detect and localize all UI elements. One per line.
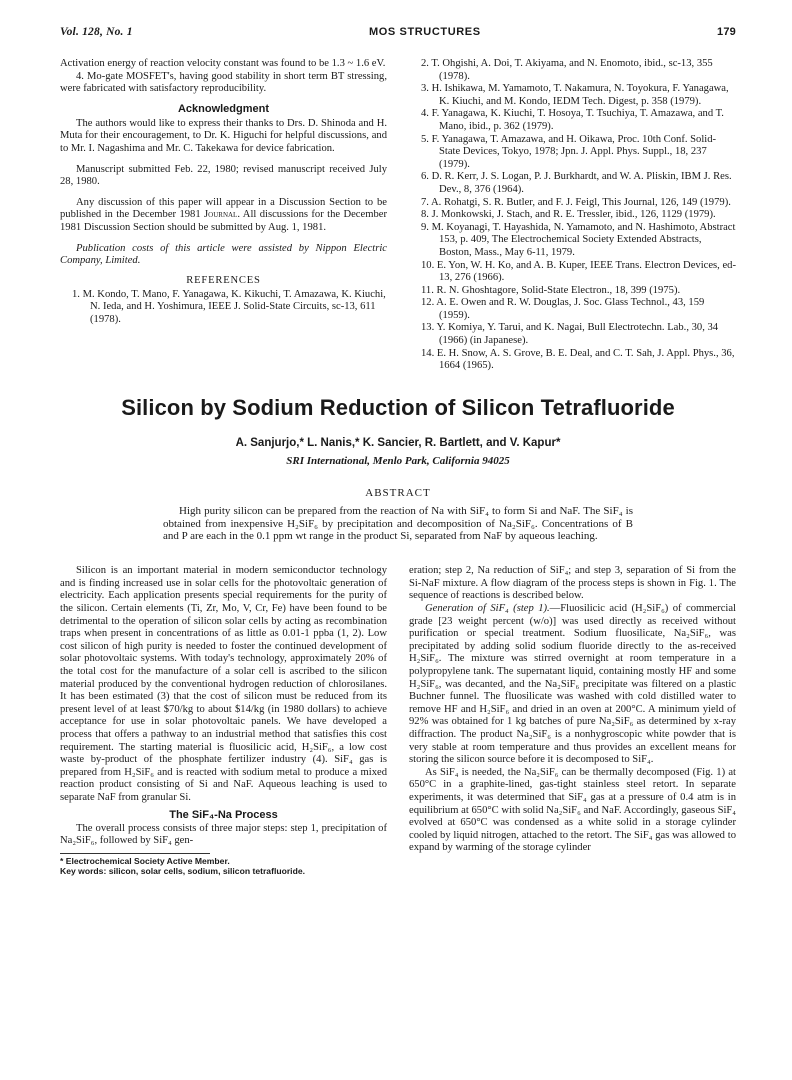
top-left-column: [60, 58, 387, 373]
generation-paragraph: Generation of SiF₄ (step 1).—Fluosilicic acid (H₂SiF₆) of commercial grade [23 weight percent (w/o)] was used directly as received without purification or special treatment. Sodium fluosilicate, Na₂SiF₆, was precipitated by adding solid sodium fluoride directly to the as-received H₂SiF₆. The mixture was stirred overnight at room temperature in a polypropylene tank. The supernatant liquid, containing mostly HF and some H₂SiF₆, was decanted, and the Na₂SiF₆ precipitate was filtered on a plastic Buchner funnel. The fluosilicate was washed with cold distilled water to remove HF and H₂SiF₆ and dried in an oven at 200°C. A minimum yield of 92% was obtained for 1 kg batches of pure Na₂SiF₆ as determined by x-ray diffraction. The product Na₂SiF₆ is a nonhygroscopic white powder that is very stable at room temperature and thus provides an excellent means for storing the silicon source before it is decomposed to SiF₄.: [409, 603, 736, 766]
reference-item: 6. D. R. Kerr, J. S. Logan, P. J. Burkhardt, and W. A. Pliskin, IBM J. Res. Dev., 8, 376 (1964).: [421, 171, 732, 195]
article-title: Silicon by Sodium Reduction of Silicon Tetrafluoride: [121, 394, 675, 420]
decomposition-paragraph: As SiF₄ is needed, the Na₂SiF₆ can be thermally decomposed (Fig. 1) at 650°C in a graphite-lined, gas-tight stainless steel retort. In separate experiments, it was determined that SiF₄ gas at a pressure of 0.4 atm is in equilibrium at 650°C with solid Na₂SiF₆ and NaF. Accordingly, gaseous SiF₄ evolved at 650°C was condensed as a white solid in a storage cylinder cooled by liquid nitrogen, attached to the retort. The SiF₄ gas was allowed to expand by warming of the storage cylinder: [409, 766, 736, 854]
acknowledgment-heading: Acknowledgment: [177, 102, 270, 115]
abstract-text: High purity silicon can be prepared from the reaction of Na with SiF₄ to form Si and NaF. The SiF₄ is obtained from inexpensive H₂SiF₆ by precipitation and decomposition of Na₂SiF₆. Concentrations of B and P are each in the 0.1 ppm wt range in the product Si, separated from NaF by aqueous leaching.: [163, 504, 633, 543]
page: [60, 26, 736, 876]
top-columns: [60, 58, 736, 373]
footnote-divider: [60, 853, 210, 854]
body-left-column: [60, 565, 387, 875]
footnote-keywords: Key words: silicon, solar cells, sodium, silicon tetrafluoride.: [60, 865, 305, 876]
abstract-heading: ABSTRACT: [365, 486, 431, 499]
section-title: MOS STRUCTURES: [369, 26, 481, 38]
acknowledgment-text: The authors would like to express their thanks to Drs. D. Shinoda and H. Muta for their encouragement, to Dr. K. Higuchi for helpful discussions, and to Mr. I. Nagashima and Mr. C. Takekawa for device fabrication.: [60, 117, 387, 154]
reference-item: 2. T. Ohgishi, A. Doi, T. Akiyama, and N. Enomoto, ibid., sc-13, 355 (1978).: [421, 58, 713, 82]
volume-label: Vol. 128, No. 1: [60, 26, 133, 38]
reference-item: 13. Y. Komiya, Y. Tarui, and K. Nagai, Bull Electrotechn. Lab., 30, 34 (1966) (in Japanese).: [421, 322, 719, 347]
reference-item: 12. A. E. Owen and R. W. Douglas, J. Soc. Glass Technol., 43, 159 (1959).: [421, 297, 705, 321]
running-head: [60, 26, 736, 44]
reference-item: 3. H. Ishikawa, M. Yamamoto, T. Nakamura, N. Toyokura, F. Yanagawa, K. Kiuchi, and M. Kondo, IEDM Tech. Digest, p. 358 (1979).: [421, 83, 729, 107]
page-number: 179: [717, 26, 736, 38]
discussion-note: Any discussion of this paper will appear in a Discussion Section to be published in the December 1981 Journal. All discussions for the December 1981 Discussion Section should be submitted by Aug. 1, 1981.: [60, 196, 387, 233]
body-columns: [60, 565, 736, 875]
references-heading: REFERENCES: [186, 274, 261, 286]
reference-item: 4. F. Yanagawa, K. Kiuchi, T. Hosoya, T. Tsuchiya, T. Amazawa, and T. Mano, ibid., p. 362 (1979).: [421, 108, 724, 132]
reference-item: 5. F. Yanagawa, T. Amazawa, and H. Oikawa, Proc. 10th Conf. Solid-State Devices, Tokyo, 1978; Jpn. J. Appl. Phys. Suppl., 18, 237 (1979).: [421, 133, 717, 170]
publication-costs-note: Publication costs of this article were assisted by Nippon Electric Company, Limited.: [60, 242, 387, 267]
footnote-membership: * Electrochemical Society Active Member.: [60, 855, 230, 866]
reference-item: 10. E. Yon, W. H. Ko, and A. B. Kuper, IEEE Trans. Electron Devices, ed-13, 276 (1966).: [421, 259, 737, 284]
reference-item: 9. M. Koyanagi, T. Hayashida, N. Yamamoto, and N. Hashimoto, Abstract 153, p. 409, The Electrochemical Society Extended Abstracts, Boston, Mass., May 6-11, 1979.: [421, 221, 736, 258]
process-subheading: The SiF₄-Na Process: [169, 808, 278, 821]
top-right-column: [409, 58, 736, 373]
article-authors: A. Sanjurjo,* L. Nanis,* K. Sancier, R. Bartlett, and V. Kapur*: [235, 436, 561, 449]
reference-item: 8. J. Monkowski, J. Stach, and R. E. Tressler, ibid., 126, 1129 (1979).: [421, 209, 716, 221]
body-right-column: [409, 565, 736, 875]
article-affiliation: SRI International, Menlo Park, California 94025: [286, 454, 510, 467]
conclusion-paragraph: Activation energy of reaction velocity constant was found to be 1.3 ~ 1.6 eV.: [60, 58, 386, 69]
process-paragraph: The overall process consists of three major steps: step 1, precipitation of Na₂SiF₆, followed by SiF₄ gen-: [60, 822, 387, 847]
conclusion-item-4: 4. Mo-gate MOSFET's, having good stability in short term BT stressing, were fabricated with satisfactory reproducibility.: [60, 70, 387, 95]
manuscript-note: Manuscript submitted Feb. 22, 1980; revised manuscript received July 28, 1980.: [60, 163, 387, 188]
reference-item: 14. E. H. Snow, A. S. Grove, B. E. Deal, and C. T. Sah, J. Appl. Phys., 36, 1664 (1965).: [421, 347, 735, 372]
introduction-paragraph: Silicon is an important material in modern semiconductor technology and is finding increased use in solar cells for the photovoltaic generation of electricity. Each application presents special requirements for the purity of the silicon. Certain elements (Ti, Zr, Mo, V, Cr, Fe) have been found to be detrimental to the operation of silicon solar cells by acting as recombination traps when present in concentrations of as little as 0.01-1 ppba (1, 2). Low cost silicon of high purity is needed to foster the continued development of solar photovoltaic systems. With today's technology, approximately 20% of the total cost for the manufacture of a solar cell is ascribed to the silicon material produced by the conventional hydrogen reduction of chlorosilanes. It has been estimated (3) that the cost of silicon must be reduced from its present level of at least $70/kg to about $14/kg (in 1980 dollars) to achieve acceptance for use in solar photovoltaic panels. We have developed a process that offers a pathway to an industrial method that satisfies this cost requirement. The starting material is fluosilicic acid, H₂SiF₆, a low cost waste by-product of the phosphate fertilizer industry (4). SiF₄ gas is prepared from H₂SiF₆ and is reacted with sodium metal to produce a mixed reaction product consisting of Si and NaF. Aqueous leaching is used to separate NaF from granular Si.: [60, 565, 387, 803]
reference-item: 11. R. N. Ghoshtagore, Solid-State Electron., 18, 399 (1975).: [421, 284, 681, 296]
reference-item: 7. A. Rohatgi, S. R. Butler, and F. J. Feigl, This Journal, 126, 149 (1979).: [421, 196, 731, 208]
reference-item: 1. M. Kondo, T. Mano, F. Yanagawa, K. Kikuchi, T. Amazawa, K. Kiuchi, N. Ieda, and H. Yoshimura, IEEE J. Solid-State Circuits, sc-13, 611 (1978).: [72, 288, 386, 325]
process-continuation: eration; step 2, Na reduction of SiF₄; and step 3, separation of Si from the Si-NaF mixture. A flow diagram of the process steps is shown in Fig. 1. The sequence of reactions is described below.: [409, 565, 736, 602]
